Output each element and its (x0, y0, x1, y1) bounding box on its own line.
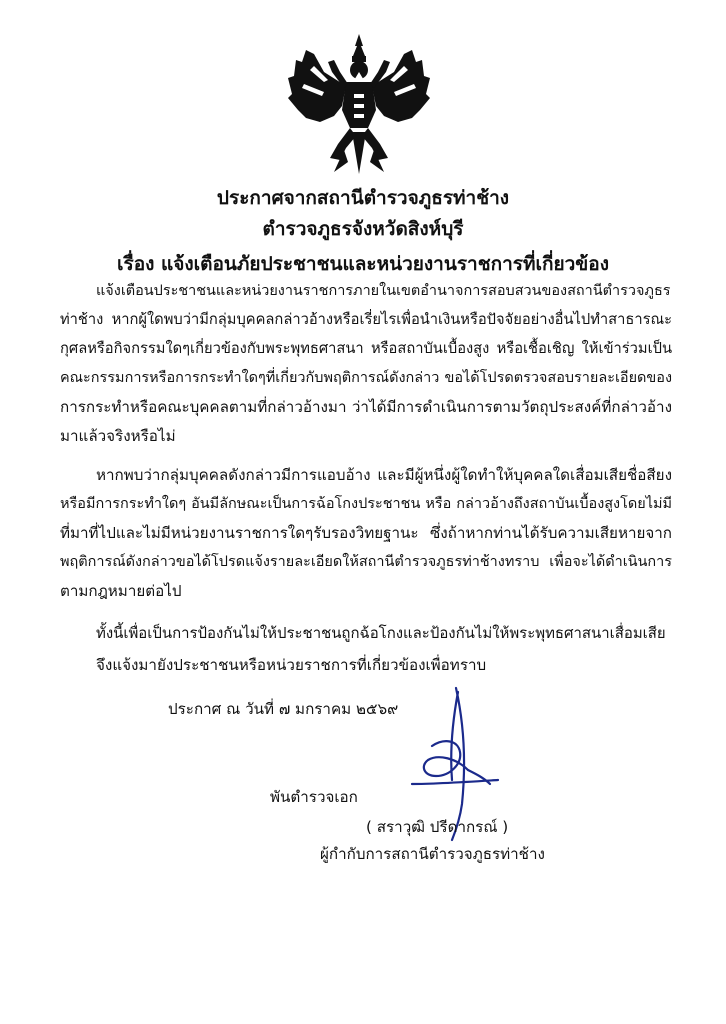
paragraph-3-line: จึงแจ้งมายังประชาชนหรือหน่วยราชการที่เกี่ยวข้องเพื่อทราบ (96, 656, 487, 674)
paragraph-1-line: ท่าช้าง หากผู้ใดพบว่ามีกลุ่มบุคคลกล่าวอ้างหรือเรี่ยไรเพื่อนำเงินหรือปัจจัยอย่างอื่นไปทำสาธารณะ (60, 311, 672, 328)
signer-position: ผู้กำกับการสถานีตำรวจภูธรท่าช้าง (320, 845, 545, 863)
garuda-emblem (284, 32, 434, 182)
paragraph-1-line: คณะกรรมการหรือการกระทำใดๆที่เกี่ยวกับพฤติการณ์ดังกล่าว ขอได้โปรดตรวจสอบรายละเอียดของ (60, 370, 672, 386)
subject-line: เรื่อง แจ้งเตือนภัยประชาชนและหน่วยงานราชการที่เกี่ยวข้อง (117, 253, 609, 275)
signer-rank: พันตำรวจเอก (270, 788, 358, 806)
paragraph-1-line: มาแล้วจริงหรือไม่ (60, 427, 176, 445)
paragraph-3-line: ทั้งนี้เพื่อเป็นการป้องกันไม่ให้ประชาชนถูกฉ้อโกงและป้องกันไม่ให้พระพุทธศาสนาเสื่อมเสีย (96, 624, 666, 642)
header-subtitle: ตำรวจภูธรจังหวัดสิงห์บุรี (262, 218, 464, 240)
paragraph-1-line: การกระทำหรือคณะบุคคลตามที่กล่าวอ้างมา ว่าได้มีการดำเนินการตามวัตถุประสงค์ที่กล่าวอ้าง (60, 398, 672, 416)
signer-name: ( สราวุฒิ ปรีดากรณ์ ) (366, 818, 509, 836)
date-line: ประกาศ ณ วันที่ ๗ มกราคม ๒๕๖๙ (168, 700, 399, 718)
paragraph-1-line: แจ้งเตือนประชาชนและหน่วยงานราชการภายในเขตอำนาจการสอบสวนของสถานีตำรวจภูธร (96, 283, 671, 299)
paragraph-2-line: ที่มาที่ไปและไม่มีหน่วยงานราชการใดๆรับรองวิทยฐานะ ซึ่งถ้าหากท่านได้รับความเสียหายจาก (60, 524, 672, 542)
paragraph-2-line: หากพบว่ากลุ่มบุคคลดังกล่าวมีการแอบอ้าง และมีผู้หนึ่งผู้ใดทำให้บุคคลใดเสื่อมเสียชื่อสียง (96, 466, 672, 484)
paragraph-2-line: หรือมีการกระทำใดๆ อันมีลักษณะเป็นการฉ้อโกงประชาชน หรือ กล่าวอ้างถึงสถาบันเบื้องสูงโดยไม่มี (60, 496, 672, 512)
paragraph-1-line: กุศลหรือกิจกรรมใดๆเกี่ยวข้องกับพระพุทธศาสนา หรือสถาบันเบื้องสูง หรือเชื้อเชิญ ให้เข้าร่วมเป็น (60, 340, 672, 357)
paragraph-2-line: พฤติการณ์ดังกล่าวขอได้โปรดแจ้งรายละเอียดให้สถานีตำรวจภูธรท่าช้างทราบ เพื่อจะได้ดำเนินการ (60, 554, 672, 570)
paragraph-2-line: ตามกฎหมายต่อไป (60, 582, 182, 600)
header-title: ประกาศจากสถานีตำรวจภูธรท่าช้าง (216, 187, 510, 209)
